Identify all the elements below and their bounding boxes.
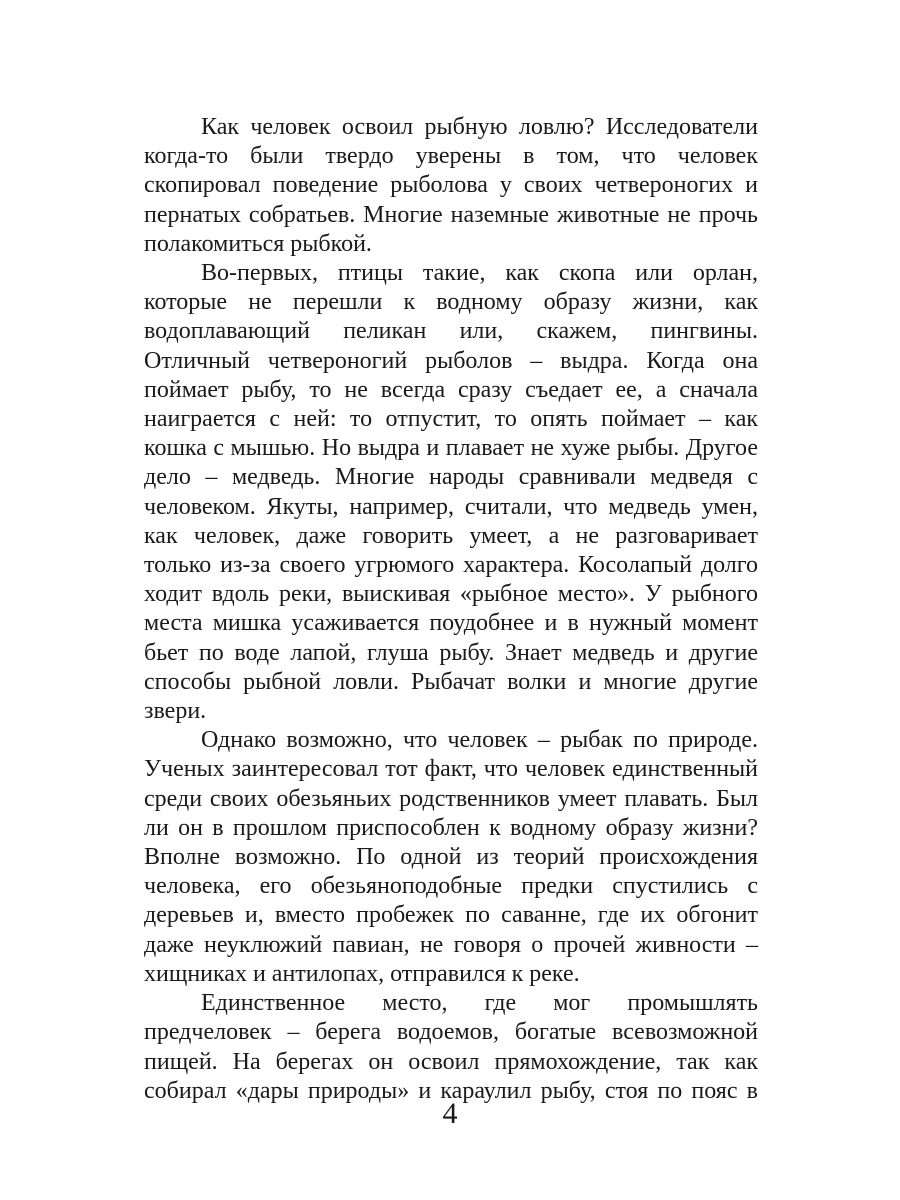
paragraph-2: Во-первых, птицы такие, как скопа или орлан, которые не перешли к водному образу жизни, как водоплавающий пеликан или, скажем, пингвины. Отличный четвероногий рыболов – выдра. Когда она поймает рыбу, то не всегда сразу съедает ее, а сначала наиграется с ней: то отпустит, то опять поймает – как кошка с мышью. Но выдра и плавает не хуже рыбы. Другое дело – медведь. Многие народы сравнивали медведя с человеком. Якуты, например, считали, что медведь умен, как человек, даже говорить умеет, а не разговаривает только из-за своего угрюмого характера. Косолапый долго ходит вдоль реки, выискивая «рыбное место». У рыбного места мишка усаживается поудобнее и в нужный момент бьет по воде лапой, глуша рыбу. Знает медведь и другие способы рыбной ловли. Рыбачат волки и многие другие звери. <box>144 260 758 725</box>
page-number: 4 <box>442 1097 458 1130</box>
body-text <box>144 113 758 1106</box>
paragraph-1: Как человек освоил рыбную ловлю? Исследователи когда-то были твердо уверены в том, что человек скопировал поведение рыболова у своих четвероногих и пернатых собратьев. Многие наземные животные не прочь полакомиться рыбкой. <box>144 114 758 257</box>
paragraph-4: Единственное место, где мог промышлять предчеловек – берега водоемов, богатые всевозможной пищей. На берегах он освоил прямохождение, так как собирал «дары природы» и караулил рыбу, стоя по пояс в <box>144 990 758 1104</box>
paragraph-3: Однако возможно, что человек – рыбак по природе. Ученых заинтересовал тот факт, что человек единственный среди своих обезьяньих родственников умеет плавать. Был ли он в прошлом приспособлен к водному образу жизни? Вполне возможно. По одной из теорий происхождения человека, его обезьяноподобные предки спустились с деревьев и, вместо пробежек по саванне, где их обгонит даже неуклюжий павиан, не говоря о прочей живности – хищниках и антилопах, отправился к реке. <box>144 727 758 987</box>
